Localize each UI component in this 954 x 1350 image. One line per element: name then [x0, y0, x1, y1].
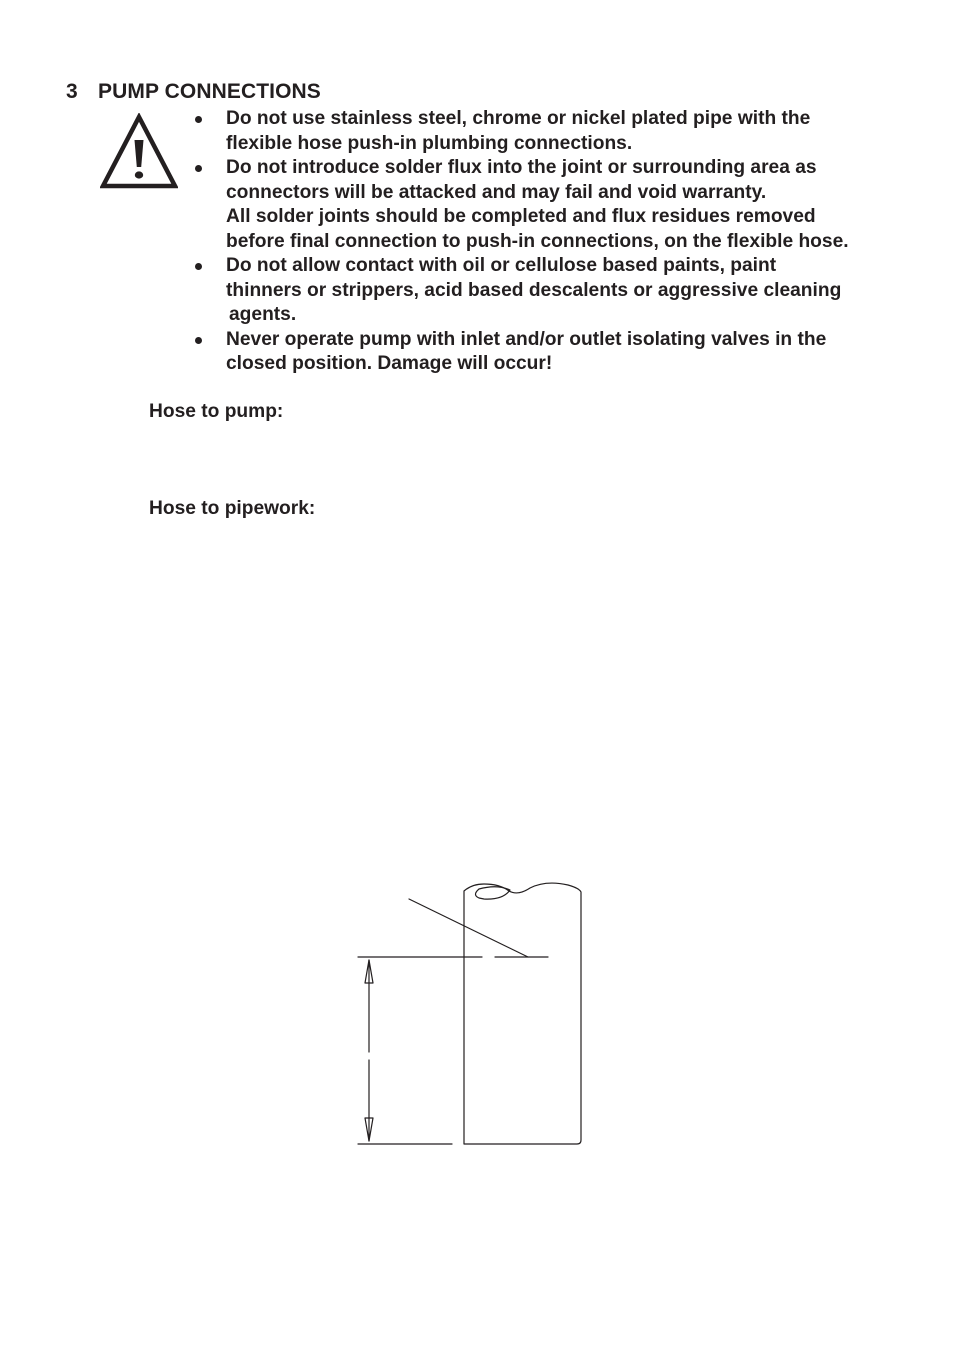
warning-line: before final connection to push-in connections, on the flexible hose.: [226, 230, 849, 252]
warning-line: Never operate pump with inlet and/or outlet isolating valves in the: [226, 328, 827, 350]
leader-line: [409, 899, 528, 957]
warning-list: [192, 107, 912, 377]
warning-item: [192, 328, 912, 377]
bullet-icon: [195, 263, 202, 270]
warning-line: closed position. Damage will occur!: [226, 353, 553, 374]
hose-to-pipework-heading: Hose to pipework:: [149, 498, 316, 519]
section-number: 3: [66, 80, 78, 103]
warning-line: thinners or strippers, acid based descalents or aggressive cleaning: [226, 279, 842, 301]
warning-line: Do not use stainless steel, chrome or nickel plated pipe with the: [226, 108, 811, 129]
warning-item: [192, 107, 912, 156]
bullet-icon: [195, 165, 202, 172]
warning-line: agents.: [229, 304, 297, 325]
warning-line: Do not introduce solder flux into the joint or surrounding area as: [226, 157, 817, 178]
warning-line: All solder joints should be completed and flux residues removed: [226, 206, 816, 227]
warning-item: [192, 254, 912, 328]
pipe-insertion-depth-diagram: [340, 870, 600, 1160]
warning-line: connectors will be attacked and may fail and void warranty.: [226, 181, 767, 203]
warning-item: [192, 156, 912, 254]
hose-to-pump-heading: Hose to pump:: [149, 401, 284, 422]
pipe-outline: [464, 883, 581, 1144]
section-title: PUMP CONNECTIONS: [98, 80, 321, 103]
bullet-icon: [195, 337, 202, 344]
bullet-icon: [195, 116, 202, 123]
warning-line: flexible hose push-in plumbing connections.: [226, 132, 633, 154]
warning-line: Do not allow contact with oil or cellulose based paints, paint: [226, 255, 777, 276]
section-heading: [66, 80, 321, 104]
warning-triangle-icon: [100, 113, 178, 189]
pipe-end: [476, 887, 511, 899]
